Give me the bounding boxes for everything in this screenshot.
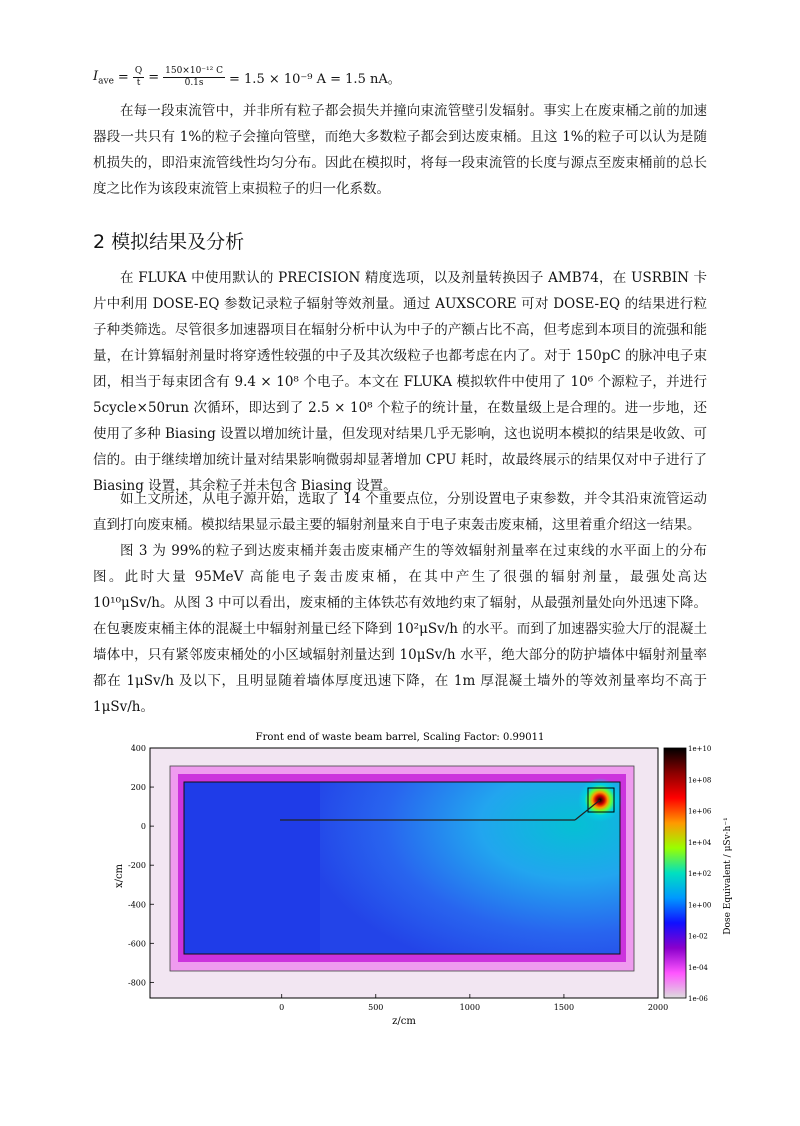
paragraph-source-points: 如上文所述，从电子源开始，选取了 14 个重要点位，分别设置电子束参数，并令其沿束流管运动直到打向废束桶。模拟结果显示最主要的辐射剂量来自于电子束轰击废束桶，这里着重介绍这一结果。 <box>93 491 707 533</box>
chart-title: Front end of waste beam barrel, Scaling Factor: 0.99011 <box>255 732 545 743</box>
colorbar-tick-label: 1e+04 <box>688 838 712 847</box>
colorbar-tick-label: 1e+00 <box>688 901 712 910</box>
colorbar-tick-label: 1e+08 <box>688 776 712 785</box>
colorbar <box>664 748 686 998</box>
y-tick-label: 400 <box>130 744 146 753</box>
colorbar-tick-label: 1e-02 <box>688 932 708 941</box>
colorbar-tick-label: 1e+10 <box>688 745 712 753</box>
y-tick-label: -600 <box>128 939 146 949</box>
eq-frac-q-over-t: $\frac{Q}{t}$ <box>134 66 143 88</box>
dose-heatmap-figure <box>60 728 740 1028</box>
y-tick-label: -200 <box>128 861 146 871</box>
paragraph-fluka-settings: 在 FLUKA 中使用默认的 PRECISION 精度选项，以及剂量转换因子 AMB74，在 USRBIN 卡片中利用 DOSE-EQ 参数记录粒子辐射等效剂量。通过 AUXSCORE 可对 DOSE-EQ 的结果进行粒子种类筛选。尽管很多加速器项目在辐射分析中认为中子的产额占比不高，但考虑到本项目的流强和能量，在计算辐射剂量时将穿透性较强的中子及其次级粒子也都考虑在内了。对于 150pC 的脉冲电子束团，相当于每束团含有 9.4 × 10⁸ 个电子。本文在 FLUKA 模拟软件中使用了 10⁶ 个源粒子，并进行 5cycle×50run 次循环，即达到了 2.5 × 10⁸ 个粒子的统计量，在数量级上是合理的。进一步地，还使用了多种 Biasing 设置以增加统计量，但发现对结果几乎无影响，这也说明本模拟的结果是收敛、可信的。由于继续增加统计量对结果影响微弱却显著增加 CPU 耗时，故最终展示的结果仅对中子进行了 Biasing 设置，其余粒子并未包含 Biasing 设置。 <box>93 270 707 494</box>
y-tick-label: -400 <box>128 900 146 910</box>
x-tick-label: 2000 <box>647 1003 669 1012</box>
y-tick-label: -800 <box>128 978 146 988</box>
downstream-field <box>320 782 620 954</box>
x-axis-label: z/cm <box>392 1016 416 1027</box>
current-equation: $I_{ave}$ = $\frac{Q}{t}$ = $\frac{\text{150×10⁻¹² C}}{0.1s}$ = 1.5 × 10⁻⁹ A = 1.5 nA。 <box>93 66 401 88</box>
colorbar-tick-label: 1e+02 <box>688 870 712 878</box>
eq-lhs: $I_{ave}$ <box>93 68 114 87</box>
paragraph-figure3-discussion: 图 3 为 99%的粒子到达废束桶并轰击废束桶产生的等效辐射剂量率在过束线的水平面上的分布图。此时大量 95MeV 高能电子轰击废束桶，在其中产生了很强的辐射剂量，最强处高达 10¹⁰μSv/h。从图 3 中可以看出，废束桶的主体铁芯有效地约束了辐射，从最强剂量处向外迅速下降。在包裹废束桶主体的混凝土中辐射剂量已经下降到 10²μSv/h 的水平。而到了加速器实验大厅的混凝土墙体中，只有紧邻废束桶处的小区域辐射剂量达到 10μSv/h 水平，绝大部分的防护墙体中辐射剂量率都在 1μSv/h 及以下，且明显随着墙体厚度迅速下降，在 1m 厚混凝土墙外的等效剂量率均不高于 1μSv/h。 <box>93 543 707 715</box>
eq-frac-value: $\frac{\text{150×10⁻¹² C}}{0.1s}$ <box>165 66 224 88</box>
x-tick-label: 1000 <box>459 1003 481 1012</box>
y-tick-label: 200 <box>130 783 146 793</box>
eq-rhs: = 1.5 × 10⁻⁹ A = 1.5 nA。 <box>229 72 401 87</box>
colorbar-label: Dose Equivalent / μSv·h⁻¹ <box>723 817 733 935</box>
section-title: 2 模拟结果及分析 <box>93 231 245 253</box>
colorbar-tick-label: 1e-04 <box>688 963 708 972</box>
x-tick-label: 0 <box>279 1003 285 1012</box>
colorbar-ticks <box>688 745 712 1003</box>
paragraph-beam-loss: 在每一段束流管中，并非所有粒子都会损失并撞向束流管壁引发辐射。事实上在废束桶之前的加速器段一共只有 1%的粒子会撞向管壁，而绝大多数粒子都会到达废束桶。且这 1%的粒子可以认为是随机损失的，即沿束流管线性均匀分布。因此在模拟时，将每一段束流管的长度与源点至废束桶前的总长度之比作为该段束流管上束损粒子的归一化系数。 <box>93 103 707 197</box>
x-tick-label: 500 <box>368 1003 384 1012</box>
plot-area <box>150 748 658 998</box>
colorbar-tick-label: 1e+06 <box>688 807 712 816</box>
y-tick-label: 0 <box>140 822 146 832</box>
x-tick-label: 1500 <box>553 1003 575 1012</box>
colorbar-tick-label: 1e-06 <box>688 995 708 1003</box>
y-axis-label: x/cm <box>114 863 125 889</box>
